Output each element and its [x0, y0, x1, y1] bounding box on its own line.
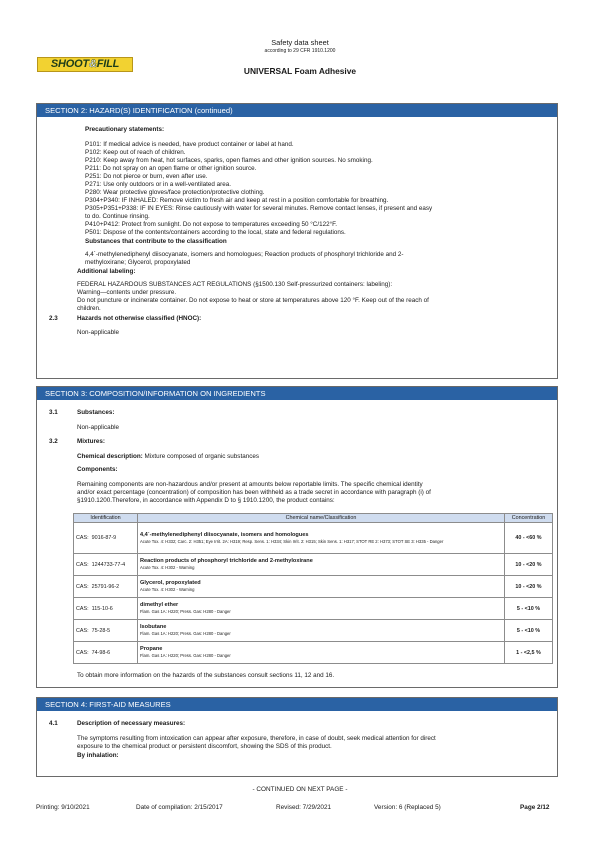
inhalation-heading: By inhalation: [77, 752, 119, 759]
concentration-cell: 10 - <20 % [505, 554, 553, 576]
chemical-cell: dimethyl ether Flam. Gas 1A: H220; Press. Gas: H280 - Danger [138, 598, 505, 620]
continued-notice: - CONTINUED ON NEXT PAGE - [252, 786, 348, 793]
cas-cell: CAS: 115-10-6 [74, 598, 138, 620]
chemical-description-value: Mixture composed of organic substances [144, 453, 259, 460]
substances-number: 3.1 [49, 409, 58, 416]
compilation-date: Date of compilation: 2/15/2017 [136, 804, 223, 811]
substances-heading: Substances that contribute to the classification [85, 238, 227, 245]
section-2-header: SECTION 2: HAZARD(S) IDENTIFICATION (continued) [37, 104, 557, 117]
concentration-cell: 10 - <20 % [505, 576, 553, 598]
composition-table [73, 513, 553, 664]
additional-line-4: children. [77, 305, 101, 312]
document-title: Safety data sheet [271, 38, 329, 47]
hnoc-value: Non-applicable [77, 329, 120, 336]
statement-p280: P280: Wear protective gloves/face protection/protective clothing. [85, 189, 265, 196]
statement-p305-cont: to do. Continue rinsing. [85, 213, 150, 220]
cas-cell: CAS: 25791-96-2 [74, 576, 138, 598]
additional-line-3: Do not puncture or incinerate container. Do not expose to heat or store at temperatures above 120 °F. Keep out of the reach of [77, 297, 429, 304]
concentration-cell: 5 - <10 % [505, 598, 553, 620]
chemical-cell: Glycerol, propoxylated Acute Tox. 4: H302 - Warning [138, 576, 505, 598]
substances-line-1: 4,4´-methylenediphenyl diisocyanate, isomers and homologues; Reaction products of phosphoryl trichloride and 2- [85, 251, 404, 258]
statement-p305: P305+P351+P338: IF IN EYES: Rinse cautiously with water for several minutes. Remove contact lenses, if present and easy [85, 205, 433, 212]
revised-date: Revised: 7/29/2021 [276, 804, 332, 811]
logo-text-amp: & [88, 58, 97, 70]
table-row [74, 620, 553, 642]
product-name: UNIVERSAL Foam Adhesive [243, 66, 357, 76]
concentration-cell: 40 - <60 % [505, 523, 553, 554]
additional-line-2: Warning—contents under pressure. [77, 289, 177, 296]
statement-p501: P501: Dispose of the contents/containers according to the local, state and federal regulations. [85, 229, 346, 236]
col-concentration: Concentration [505, 514, 553, 523]
mixtures-number: 3.2 [49, 438, 58, 445]
col-identification: Identification [74, 514, 138, 523]
components-line-1: Remaining components are non-hazardous and/or present at amounts below reportable limits. The specific chemical identity [77, 481, 423, 488]
table-header-row [74, 514, 553, 523]
components-line-3: §1910.1200.Therefore, in accordance with Appendix D to § 1910.1200, the product contains: [77, 497, 335, 504]
first-aid-line-1: The symptoms resulting from intoxication can appear after exposure, therefore, in case of doubt, seek medical attention for direct [77, 735, 436, 742]
section-3-header: SECTION 3: COMPOSITION/INFORMATION ON INGREDIENTS [37, 387, 557, 400]
statement-p304: P304+P340: IF INHALED: Remove victim to fresh air and keep at rest in a position comfortable for breathing. [85, 197, 389, 204]
concentration-cell: 1 - <2,5 % [505, 642, 553, 664]
statement-p271: P271: Use only outdoors or in a well-ventilated area. [85, 181, 231, 188]
version-info: Version: 6 (Replaced 5) [374, 804, 441, 811]
substances-value: Non-applicable [77, 424, 120, 431]
statement-p210: P210: Keep away from heat, hot surfaces, sparks, open flames and other ignition sources. No smoking. [85, 157, 373, 164]
regulation-reference: according to 29 CFR 1910.1200 [264, 48, 336, 54]
logo-text-right: FILL [96, 58, 120, 70]
additional-labeling-heading: Additional labeling: [77, 268, 136, 275]
page-number: Page 2/12 [520, 804, 550, 811]
chemical-cell: Isobutane Flam. Gas 1A: H220; Press. Gas: H280 - Danger [138, 620, 505, 642]
chemical-cell: Reaction products of phosphoryl trichloride and 2-methyloxirane Acute Tox. 4: H302 - Warning [138, 554, 505, 576]
precautionary-heading: Precautionary statements: [85, 126, 165, 133]
statement-p102: P102: Keep out of reach of children. [85, 149, 186, 156]
chemical-description [77, 453, 259, 461]
section-3 [36, 386, 558, 688]
col-chemical-name: Chemical name/Classification [138, 514, 505, 523]
mixtures-heading: Mixtures: [77, 438, 105, 445]
section-4 [36, 697, 558, 777]
table-row [74, 642, 553, 664]
composition-footnote: To obtain more information on the hazards of the substances consult sections 11, 12 and 16. [77, 672, 335, 679]
components-line-2: and/or exact percentage (concentration) of composition has been withheld as a trade secret in accordance with paragraph (i) of [77, 489, 431, 496]
cas-cell: CAS: 1244733-77-4 [74, 554, 138, 576]
section-2 [36, 103, 558, 379]
additional-line-1: FEDERAL HAZARDOUS SUBSTANCES ACT REGULATIONS (§1500.130 Self-pressurized containers: labeling): [77, 281, 393, 288]
cas-cell: CAS: 9016-87-9 [74, 523, 138, 554]
statement-p410: P410+P412: Protect from sunlight. Do not expose to temperatures exceeding 50 °C/122°F. [85, 221, 337, 228]
table-row [74, 576, 553, 598]
chemical-cell: 4,4´-methylenediphenyl diisocyanate, isomers and homologues Acute Tox. 4: H332; Carc. 2: H351; Eye Irrit. 2A: H319; Resp. Sens. 1: H334; Skin Irrit. 2: H315; Skin Sens. 1: H317; STOT RE 2: H373; STOT SE 3: H335 - Danger [138, 523, 505, 554]
chemical-description-label: Chemical description: [77, 453, 143, 460]
table-row [74, 598, 553, 620]
hnoc-heading: Hazards not otherwise classified (HNOC): [77, 315, 202, 322]
logo-text-left: SHOOT [50, 58, 89, 70]
components-heading: Components: [77, 466, 118, 473]
first-aid-heading: Description of necessary measures: [77, 720, 186, 727]
cas-cell: CAS: 74-98-6 [74, 642, 138, 664]
printing-date: Printing: 9/10/2021 [36, 804, 90, 811]
section-4-header: SECTION 4: FIRST-AID MEASURES [37, 698, 557, 711]
statement-p251: P251: Do not pierce or burn, even after use. [85, 173, 208, 180]
cas-cell: CAS: 75-28-5 [74, 620, 138, 642]
chemical-cell: Propane Flam. Gas 1A: H220; Press. Gas: H280 - Danger [138, 642, 505, 664]
substances-subheading: Substances: [77, 409, 115, 416]
first-aid-number: 4.1 [49, 720, 58, 727]
first-aid-line-2: exposure to the chemical product or persistent discomfort, showing the SDS of this product. [77, 743, 332, 750]
table-row [74, 554, 553, 576]
substances-line-2: methyloxirane; Glycerol, propoxylated [85, 259, 191, 266]
concentration-cell: 5 - <10 % [505, 620, 553, 642]
statement-p101: P101: If medical advice is needed, have product container or label at hand. [85, 141, 294, 148]
statement-p211: P211: Do not spray on an open flame or other ignition source. [85, 165, 257, 172]
table-row [74, 523, 553, 554]
hnoc-number: 2.3 [49, 315, 58, 322]
